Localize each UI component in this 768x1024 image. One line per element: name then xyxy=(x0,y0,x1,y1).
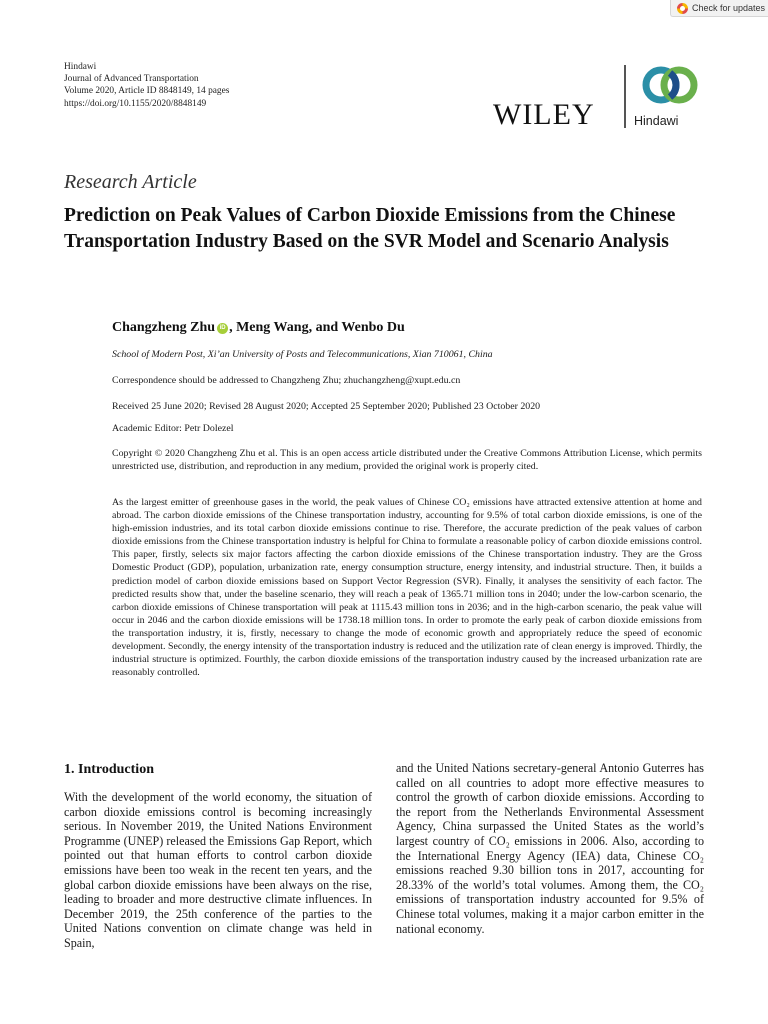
journal-name: Journal of Advanced Transportation xyxy=(64,74,199,85)
intro-column-left: With the development of the world economy, the situation of carbon dioxide emissions control is becoming increasingly serious. In November 2019, the United Nations Environment Programme (UNEP) released the Emissions Gap Report, which pointed out that human efforts to control carbon dioxide emissions have been too weak in the recent ten years, and the global carbon dioxide emissions have been always on the rise, leading to broader and more destructive climate influences. In December 2019, the 25th conference of the parties to the United Nations convention on climate change was held in Spain, xyxy=(64,790,372,950)
copyright-notice: Copyright © 2020 Changzheng Zhu et al. This is an open access article distributed under the Creative Commons Attribution License, which permits unrestricted use, distribution, and reproduction in any medium, provided the original work is properly cited. xyxy=(112,448,702,473)
abstract: As the largest emitter of greenhouse gases in the world, the peak values of Chinese CO₂ emissions have attracted extensive attention at home and abroad. The carbon dioxide emissions of the Chinese transportation industry, accounting for 9.5% of total carbon dioxide emissions, is one of the high-emission industries, and its total carbon dioxide emissions continue to rise. Therefore, the accurate prediction of the peak values of carbon dioxide emissions from the Chinese transportation industry is helpful for China to formulate a reasonable policy of carbon dioxide emissions control. This paper, firstly, selects six major factors affecting the carbon dioxide emissions of the Chinese transportation industry. They are the Gross Domestic Product (GDP), population, urbanization rate, energy consumption structure, energy intensity, and industrial structure. Then, it builds a prediction model of carbon dioxide emissions based on Support Vector Regression (SVR). Finally, it analyses the sensitivity of each factor. The predicted results show that, under the baseline scenario, they will reach a peak of 1365.71 million tons in 2040; under the low-carbon scenario, the carbon dioxide emissions of Chinese transportation will peak at 1115.43 million tons in 2036; and in the high-carbon scenario, the peak value will occur in 2046 and the carbon dioxide emissions will be 1738.18 million tons. In order to promote the early peak of carbon dioxide emissions from the transportation industry, it is, firstly, necessary to change the mode of economic growth and appropriately reduce the speed of economic development. Secondly, the energy intensity of the transportation industry is reduced and the utilization rate of clean energy is improved. Thirdly, the industrial structure is optimized. Fourthly, the carbon dioxide emissions of the transportation industry caused by the increased urbanization rate are reasonably controlled. xyxy=(112,497,702,679)
author-first[interactable]: Changzheng Zhu xyxy=(112,320,216,335)
journal-meta xyxy=(64,61,229,110)
doi-link[interactable]: https://doi.org/10.1155/2020/8848149 xyxy=(64,98,207,109)
hindawi-wordmark: Hindawi xyxy=(634,114,679,128)
crossmark-icon xyxy=(677,3,688,14)
hindawi-logo-icon xyxy=(639,62,701,108)
section-heading-introduction: 1. Introduction xyxy=(64,762,154,777)
intro-column-right: and the United Nations secretary-general Antonio Guterres has called on all countries to adopt more effective measures to control the growth of carbon dioxide emissions. According to the report from the Netherlands Environmental Assessment Agency, China surpassed the United States as the world’s largest country of CO₂ emissions in 2006. Also, according to the International Energy Agency (IEA) data, Chinese CO₂ emissions reached 9.30 billion tons in 2017, accounting for 28.33% of the world’s total volumes. Among them, the CO₂ emissions of transportation industry accounted for 9.5% of Chinese total volumes, making it a major carbon emitter in the national economy. xyxy=(396,761,704,936)
affiliation: School of Modern Post, Xi’an University of Posts and Telecommunications, Xian 710061, China xyxy=(112,349,493,360)
paper-title: Prediction on Peak Values of Carbon Dioxide Emissions from the Chinese Transportation Industry Based on the SVR Model and Scenario Analysis xyxy=(64,205,676,252)
author-list xyxy=(112,320,405,336)
check-for-updates-button[interactable] xyxy=(670,0,768,17)
academic-editor: Academic Editor: Petr Dolezel xyxy=(112,423,234,434)
wiley-logo: WILEY xyxy=(493,98,595,131)
publication-dates: Received 25 June 2020; Revised 28 August 2020; Accepted 25 September 2020; Published 23 October 2020 xyxy=(112,401,541,412)
correspondence: Correspondence should be addressed to Changzheng Zhu; zhuchangzheng@xupt.edu.cn xyxy=(112,375,461,386)
orcid-icon[interactable]: iD xyxy=(217,323,228,334)
article-type: Research Article xyxy=(64,171,197,193)
logo-divider xyxy=(624,65,626,128)
volume-line: Volume 2020, Article ID 8848149, 14 pages xyxy=(64,86,230,97)
check-updates-label: Check for updates xyxy=(692,3,766,13)
publisher-logos xyxy=(493,62,713,130)
authors-rest: , Meng Wang, and Wenbo Du xyxy=(229,320,405,335)
publisher-name: Hindawi xyxy=(64,62,97,72)
